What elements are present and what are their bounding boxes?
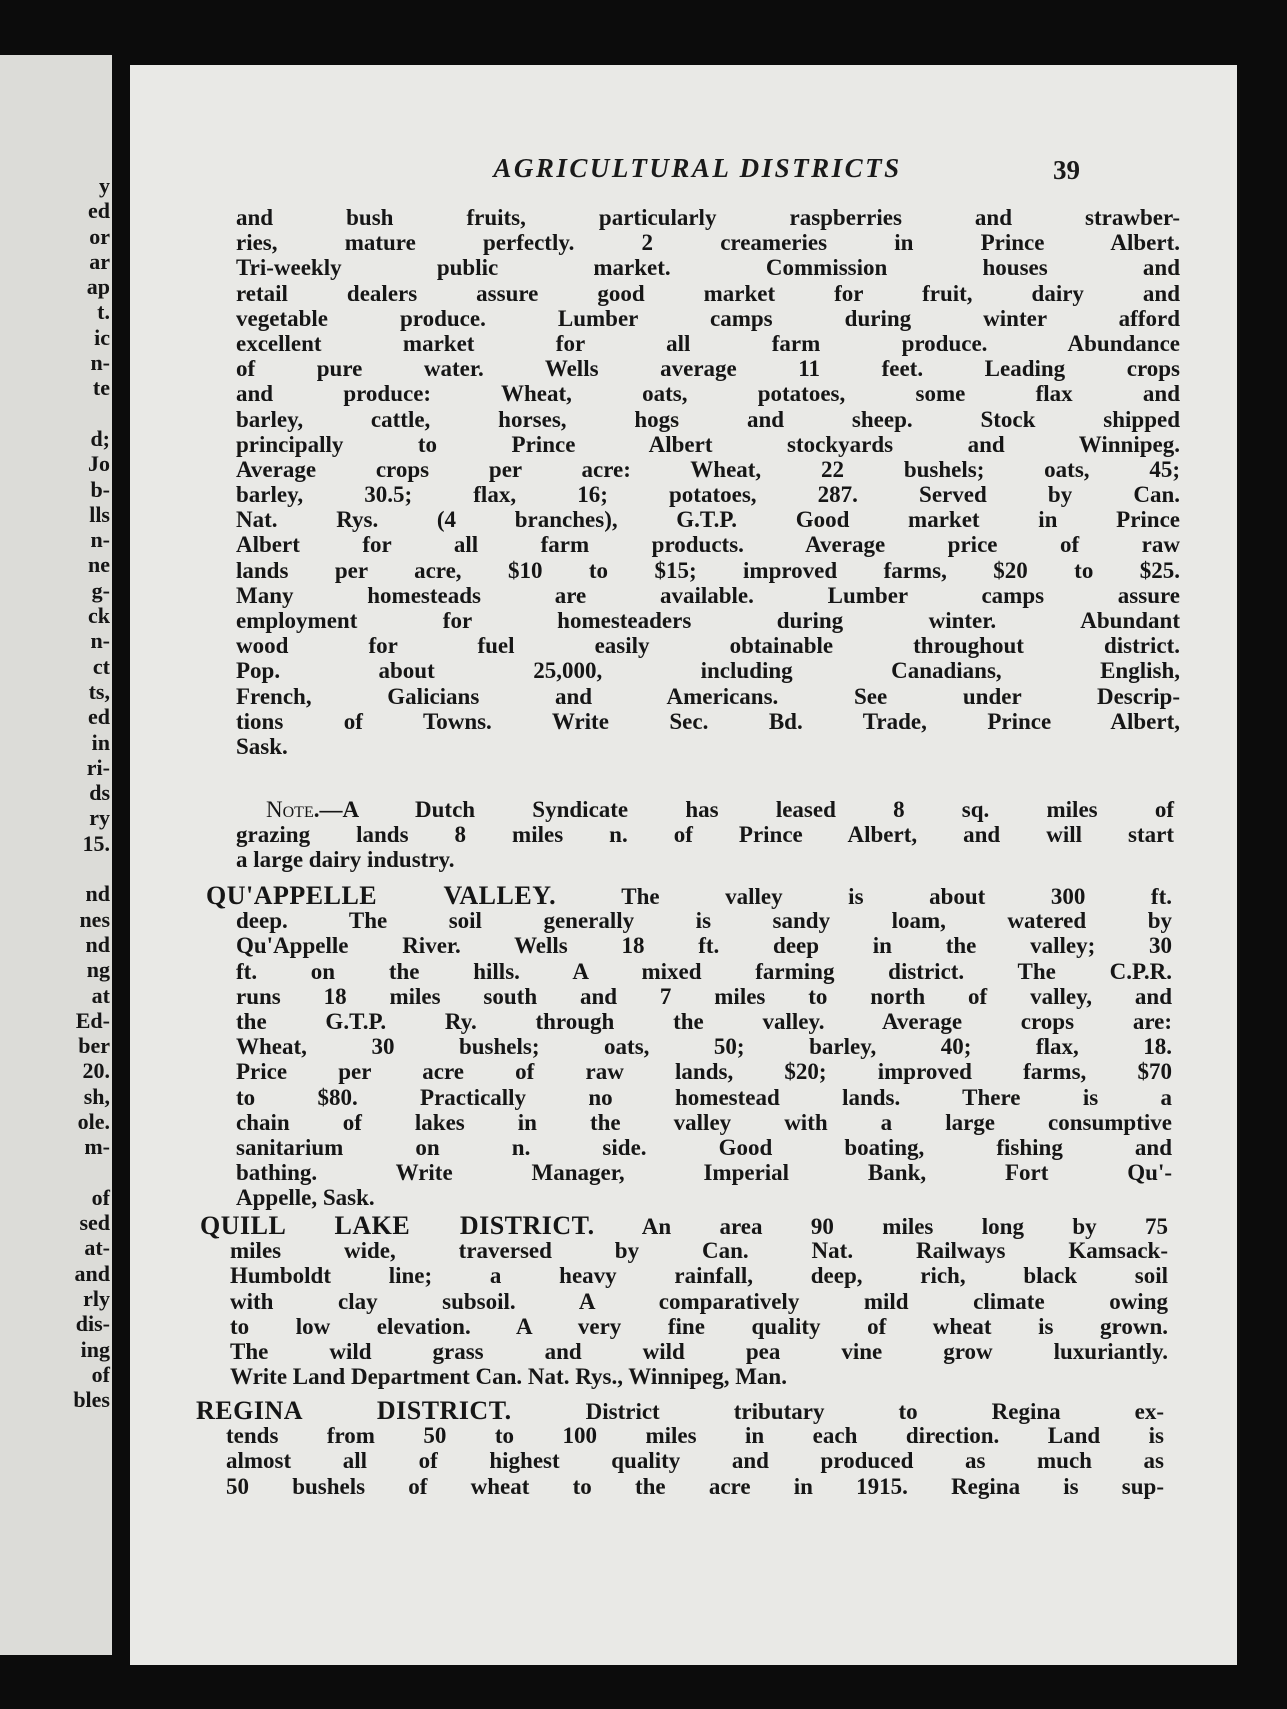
fragment-line: ap [86, 274, 110, 300]
fragment-line: b- [90, 476, 110, 502]
text-line: Appelle, Sask. [236, 1185, 375, 1211]
fragment-line: t. [97, 299, 110, 325]
fragment-line: Ed- [75, 1007, 110, 1033]
entry-heading: QUILL LAKE DISTRICT. [200, 1211, 595, 1240]
text-line: vegetable produce. Lumber camps during winter afford [236, 305, 1180, 331]
fragment-line: in [91, 729, 110, 755]
text-line: Price per acre of raw lands, $20; improved farms, $70 [236, 1059, 1172, 1085]
note-label: Note [266, 797, 314, 822]
text-line: tions of Towns. Write Sec. Bd. Trade, Prince Albert, [236, 708, 1180, 734]
text-line: Wheat, 30 bushels; oats, 50; barley, 40; flax, 18. [236, 1034, 1172, 1060]
text-line: Write Land Department Can. Nat. Rys., Winnipeg, Man. [230, 1364, 787, 1390]
fragment-line: bles [73, 1387, 110, 1413]
fragment-line: and [74, 1260, 110, 1286]
fragment-line: d; [90, 425, 110, 451]
text-line: Tri-weekly public market. Commission houses and [236, 255, 1180, 281]
text-line: miles wide, traversed by Can. Nat. Railways Kamsack- [230, 1238, 1168, 1264]
text-line: the G.T.P. Ry. through the valley. Average crops are: [236, 1008, 1172, 1034]
fragment-line: of [91, 1184, 110, 1210]
text-line: Average crops per acre: Wheat, 22 bushels; oats, 45; [236, 456, 1180, 482]
text-line: tends from 50 to 100 miles in each direction. Land is [226, 1423, 1164, 1449]
entry-first-line-text: An area 90 miles long by 75 [641, 1214, 1169, 1239]
note-first-line-text: .—A Dutch Syndicate has leased 8 sq. miles of [313, 797, 1174, 822]
text-line: Many homesteads are available. Lumber camps assure [236, 582, 1180, 608]
fragment-line: n- [90, 628, 110, 654]
entry-first-line [206, 883, 1172, 908]
text-line: employment for homesteaders during winter. Abundant [236, 608, 1180, 633]
entry-regina-district [196, 1398, 1164, 1499]
fragment-line: ar [89, 248, 110, 274]
entry-first-line-text: District tributary to Regina ex- [585, 1399, 1165, 1424]
text-line: Pop. about 25,000, including Canadians, English, [236, 658, 1180, 684]
fragment-line: ds [89, 780, 110, 806]
fragment-line: n- [90, 350, 110, 376]
entry-quill-lake-district [200, 1213, 1168, 1389]
text-line: bathing. Write Manager, Imperial Bank, Fort Qu'- [236, 1160, 1172, 1186]
book-page [130, 65, 1237, 1665]
text-line: runs 18 miles south and 7 miles to north of valley, and [236, 983, 1172, 1009]
fragment-line: of [91, 1361, 110, 1387]
fragment-line: nd [85, 881, 110, 907]
previous-page-fragments [8, 173, 112, 1413]
text-line: chain of lakes in the valley with a large consumptive [236, 1109, 1172, 1135]
text-line: a large dairy industry. [236, 847, 455, 873]
text-line: wood for fuel easily obtainable throughout district. [236, 633, 1180, 659]
text-line: ries, mature perfectly. 2 creameries in Prince Albert. [236, 230, 1180, 256]
text-line: grazing lands 8 miles n. of Prince Albert, and will start [236, 822, 1174, 848]
text-line: barley, cattle, horses, hogs and sheep. Stock shipped [236, 406, 1180, 432]
fragment-line: at [91, 982, 110, 1008]
text-line: Nat. Rys. (4 branches), G.T.P. Good market in Prince [236, 507, 1180, 533]
text-line: to low elevation. A very fine quality of wheat is grown. [230, 1313, 1168, 1339]
text-line: sanitarium on n. side. Good boating, fishing and [236, 1134, 1172, 1160]
text-line: excellent market for all farm produce. Abundance [236, 330, 1180, 356]
text-line: Sask. [236, 733, 288, 759]
fragment-line: te [92, 375, 110, 401]
note-lines [236, 822, 1174, 872]
fragment-line: ng [86, 957, 110, 983]
fragment-line: nes [79, 906, 110, 932]
fragment-line [8, 401, 110, 426]
fragment-line: ts, [88, 678, 110, 704]
entry-heading: QU'APPELLE VALLEY. [206, 881, 557, 910]
fragment-line: ole. [77, 1108, 110, 1134]
text-line: Qu'Appelle River. Wells 18 ft. deep in the valley; 30 [236, 933, 1172, 959]
fragment-line: ck [88, 603, 110, 629]
text-line: almost all of highest quality and produced as much as [226, 1448, 1164, 1474]
fragment-line: ne [88, 552, 110, 578]
note-first-line [236, 797, 1174, 822]
fragment-line: sh, [83, 1083, 110, 1109]
fragment-line: ct [92, 653, 110, 679]
text-line: Humboldt line; a heavy rainfall, deep, rich, black soil [230, 1263, 1168, 1289]
prince-albert-continuation [236, 205, 1180, 759]
page-number: 39 [1053, 155, 1080, 185]
previous-page-edge [0, 55, 112, 1655]
text-line: of pure water. Wells average 11 feet. Leading crops [236, 356, 1180, 382]
entry-first-line-text: The valley is about 300 ft. [621, 884, 1172, 909]
text-line: lands per acre, $10 to $15; improved farms, $20 to $25. [236, 557, 1180, 583]
entry-quappelle-valley [206, 883, 1172, 1210]
text-line: ft. on the hills. A mixed farming district. The C.P.R. [236, 958, 1172, 984]
fragment-line: ri- [86, 754, 110, 780]
fragment-line: Jo [88, 451, 110, 477]
text-line: principally to Prince Albert stockyards and Winnipeg. [236, 431, 1180, 457]
fragment-line: 15. [82, 830, 110, 856]
text-line: Albert for all farm products. Average price of raw [236, 532, 1180, 558]
fragment-line: ed [88, 198, 110, 224]
note-paragraph [236, 797, 1174, 873]
entry-first-line [196, 1398, 1164, 1423]
fragment-line: nd [85, 931, 110, 957]
fragment-line [8, 1160, 110, 1185]
fragment-line: y [99, 173, 110, 198]
fragment-line: sed [79, 1210, 110, 1236]
entry-heading: REGINA DISTRICT. [196, 1396, 512, 1425]
paragraph-lines [236, 205, 1180, 759]
fragment-line: lls [89, 501, 110, 527]
fragment-line: ic [94, 324, 110, 350]
fragment-line: at- [84, 1235, 110, 1261]
text-line: deep. The soil generally is sandy loam, watered by [236, 908, 1172, 934]
fragment-line: n- [90, 527, 110, 553]
fragment-line [8, 856, 110, 881]
fragment-line: 20. [82, 1058, 110, 1084]
text-line: to $80. Practically no homestead lands. There is a [236, 1084, 1172, 1110]
fragment-line: rly [83, 1286, 110, 1312]
text-line: and produce: Wheat, oats, potatoes, some flax and [236, 381, 1180, 407]
fragment-line: ed [88, 704, 110, 730]
fragment-line: dis- [75, 1311, 110, 1337]
text-line: The wild grass and wild pea vine grow luxuriantly. [230, 1338, 1168, 1364]
fragment-line: ry [89, 805, 110, 831]
fragment-line: ing [80, 1336, 110, 1362]
fragment-line: ber [78, 1033, 110, 1059]
running-title: AGRICULTURAL DISTRICTS [493, 153, 902, 183]
fragment-line: g- [91, 577, 110, 603]
text-line: retail dealers assure good market for fruit, dairy and [236, 280, 1180, 306]
text-line: 50 bushels of wheat to the acre in 1915. Regina is sup- [226, 1473, 1164, 1499]
fragment-line: or [89, 223, 110, 249]
page-header [130, 153, 1237, 193]
text-line: barley, 30.5; flax, 16; potatoes, 287. Served by Can. [236, 482, 1180, 508]
entry-lines [196, 1423, 1164, 1499]
text-line: and bush fruits, particularly raspberries and strawber- [236, 205, 1180, 230]
fragment-line: m- [84, 1134, 110, 1160]
entry-lines [206, 908, 1172, 1210]
text-line: with clay subsoil. A comparatively mild climate owing [230, 1288, 1168, 1314]
entry-lines [200, 1238, 1168, 1389]
text-line: French, Galicians and Americans. See under Descrip- [236, 683, 1180, 709]
entry-first-line [200, 1213, 1168, 1238]
